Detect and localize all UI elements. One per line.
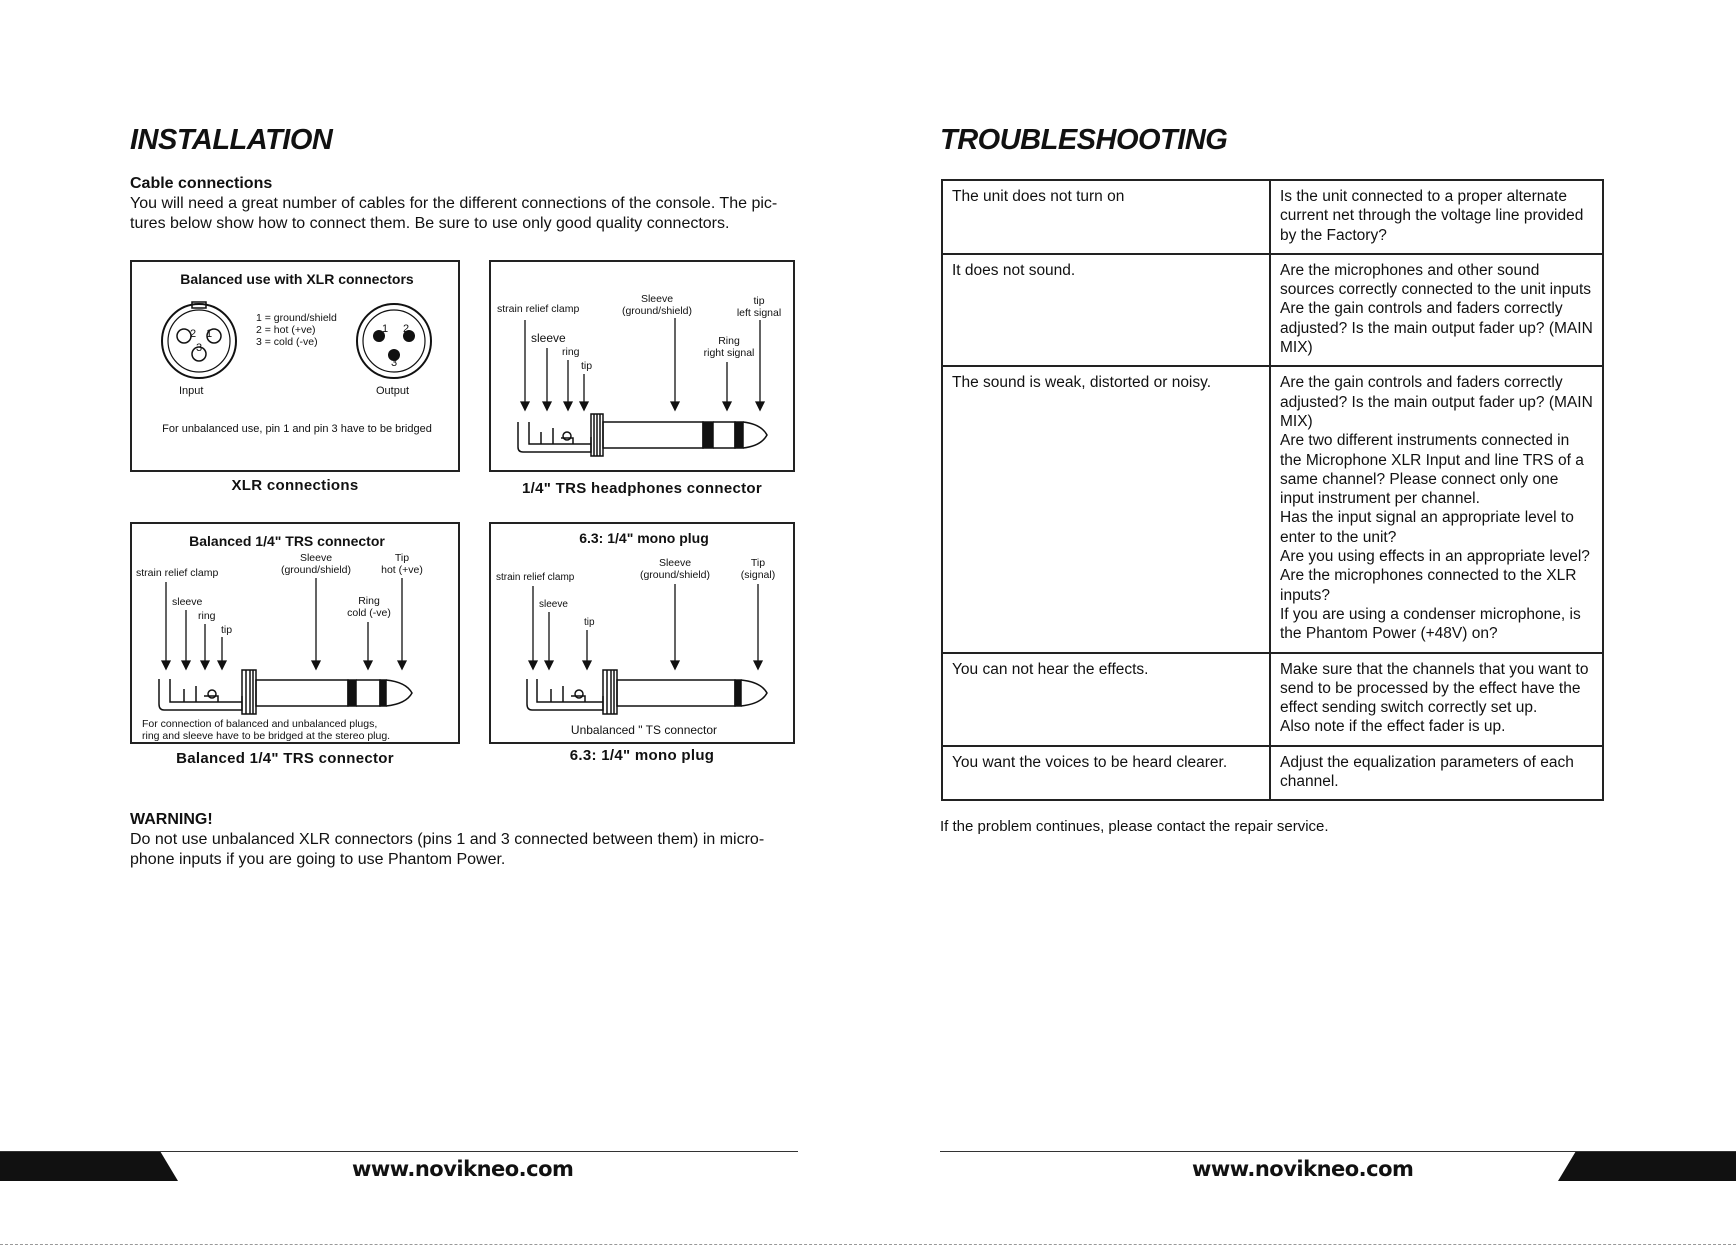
hp-sleeve-top: Sleeve <box>640 293 674 305</box>
xlr-note: For unbalanced use, pin 1 and pin 3 have to be bridged <box>162 423 432 435</box>
trs-sleeve-top: Sleeve <box>299 552 333 564</box>
mono-diagram <box>489 522 795 744</box>
hp-ring-sub: right signal <box>703 347 755 359</box>
mono-drawing <box>491 524 797 746</box>
xlr-pin2-desc: 2 = hot (+ve) <box>256 324 316 336</box>
problem-cell: The sound is weak, distorted or noisy. <box>942 366 1270 652</box>
mono-arrows-icon <box>529 584 762 669</box>
mono-box-title: 6.3: 1/4" mono plug <box>579 530 709 546</box>
headphones-diagram <box>489 260 795 472</box>
headphones-drawing <box>491 262 797 474</box>
problem-cell: The unit does not turn on <box>942 180 1270 254</box>
troubleshooting-title: TROUBLESHOOTING <box>940 124 1228 156</box>
troubleshooting-row <box>942 653 1603 746</box>
mono-caption: 6.3: 1/4" mono plug <box>569 747 715 764</box>
trs-tip-sub: hot (+ve) <box>381 564 423 576</box>
footer-right-band <box>1558 1151 1736 1181</box>
footer-url-right[interactable]: www.novikneo.com <box>1192 1157 1414 1181</box>
hp-sleeve: sleeve <box>531 331 566 345</box>
troubleshooting-table <box>941 179 1604 801</box>
trs-plug-icon <box>159 670 412 714</box>
xlr-out-pin-b: 2 <box>403 323 410 335</box>
trs-ring-sub: cold (-ve) <box>347 607 391 619</box>
mono-tip: tip <box>584 617 595 628</box>
xlr-in-pin-a: 2 <box>190 328 197 340</box>
solution-cell: Adjust the equalization parameters of each channel. <box>1270 746 1603 801</box>
xlr-caption: XLR connections <box>231 477 359 494</box>
hp-tip-sub: left signal <box>736 307 782 319</box>
xlr-in-pin-b: 1 <box>206 328 213 340</box>
xlr-drawing <box>132 262 462 474</box>
trs-ring-top: Ring <box>358 595 380 607</box>
footer-left-rule <box>0 1151 798 1152</box>
xlr-in-pin-c: 3 <box>196 342 203 354</box>
trs-caption: Balanced 1/4" TRS connector <box>176 750 394 767</box>
hp-sleeve-sub: (ground/shield) <box>621 305 693 317</box>
xlr-input-connector-icon <box>162 302 236 378</box>
troubleshooting-row <box>942 254 1603 366</box>
trs-diagram <box>130 522 460 744</box>
trs-sleeve: sleeve <box>172 596 203 608</box>
trs-box-title: Balanced 1/4" TRS connector <box>189 533 385 549</box>
xlr-out-pin-a: 1 <box>382 323 389 335</box>
page-trim-line <box>0 1244 1736 1245</box>
installation-title: INSTALLATION <box>130 124 333 156</box>
solution-cell: Are the gain controls and faders correctly adjusted? Is the main output fader up? (MAIN MIX) Are two different instruments connected in the Microphone XLR Input and line TRS of a same channel? Please connect only one input instrument per channel. Has the input signal an appropriate level to enter to the unit? Are you using effects in an appropriate level? Are the microphones connected to the XLR inputs? If you are using a condenser microphone, is the Phantom Power (+48V) on? <box>1270 366 1603 652</box>
hp-ring-top: Ring <box>718 335 740 347</box>
xlr-pin3-desc: 3 = cold (-ve) <box>256 336 318 348</box>
trs-ring: ring <box>198 610 216 622</box>
trs-note-line1: For connection of balanced and unbalanced plugs, <box>142 718 378 730</box>
hp-strain: strain relief clamp <box>497 303 580 315</box>
hp-tip: tip <box>581 360 593 372</box>
hp-ring: ring <box>562 346 580 358</box>
trs-drawing <box>132 524 462 746</box>
repair-footnote: If the problem continues, please contact the repair service. <box>940 818 1329 835</box>
mono-tip-top: Tip <box>750 557 766 569</box>
footer-right-rule <box>940 1151 1736 1152</box>
trs-tip: tip <box>221 624 233 636</box>
footer-left-band <box>0 1151 178 1181</box>
troubleshooting-row <box>942 366 1603 652</box>
xlr-input-label: Input <box>179 385 204 397</box>
mono-sleeve-top: Sleeve <box>658 557 692 569</box>
solution-cell: Is the unit connected to a proper alternate current net through the voltage line provided by the Factory? <box>1270 180 1603 254</box>
xlr-diagram <box>130 260 460 472</box>
mono-sleeve-sub: (ground/shield) <box>639 569 711 581</box>
problem-cell: It does not sound. <box>942 254 1270 366</box>
cable-connections-heading: Cable connections <box>130 175 273 192</box>
solution-cell: Are the microphones and other sound sources correctly connected to the unit inputs Are the gain controls and faders correctly adjusted? Is the main output fader up? (MAIN MIX) <box>1270 254 1603 366</box>
problem-cell: You want the voices to be heard clearer. <box>942 746 1270 801</box>
xlr-out-pin-c: 3 <box>391 357 398 369</box>
xlr-pin1-desc: 1 = ground/shield <box>256 312 337 324</box>
troubleshooting-row <box>942 746 1603 801</box>
mono-sleeve: sleeve <box>539 599 568 610</box>
hp-tip-top: tip <box>753 295 765 307</box>
trs-tip-top: Tip <box>394 552 410 564</box>
problem-cell: You can not hear the effects. <box>942 653 1270 746</box>
trs-sleeve-sub: (ground/shield) <box>280 564 352 576</box>
footer-url-left[interactable]: www.novikneo.com <box>352 1157 574 1181</box>
cable-intro-text: You will need a great number of cables for the different connections of the console. The pic-tures below show how to connect them. Be sure to use only good quality connectors. <box>130 195 778 232</box>
trs-arrows-icon <box>162 578 406 669</box>
headphones-caption: 1/4" TRS headphones connector <box>521 480 763 497</box>
hp-trs-plug-icon <box>518 414 767 456</box>
mono-strain: strain relief clamp <box>496 572 575 583</box>
solution-cell: Make sure that the channels that you want to send to be processed by the effect have the effect sending switch correctly set up. Also note if the effect fader is up. <box>1270 653 1603 746</box>
mono-tip-sub: (signal) <box>740 569 776 581</box>
warning-heading: WARNING! <box>130 811 213 828</box>
mono-plug-icon <box>527 670 767 714</box>
trs-note-line2: ring and sleeve have to be bridged at the stereo plug. <box>142 730 391 742</box>
mono-note: Unbalanced " TS connector <box>570 723 718 737</box>
xlr-box-title: Balanced use with XLR connectors <box>180 271 414 287</box>
trs-strain: strain relief clamp <box>136 567 219 579</box>
xlr-output-label: Output <box>376 385 410 397</box>
warning-text: Do not use unbalanced XLR connectors (pins 1 and 3 connected between them) in micro-phone inputs if you are going to use Phantom Power. <box>130 831 765 868</box>
troubleshooting-row <box>942 180 1603 254</box>
